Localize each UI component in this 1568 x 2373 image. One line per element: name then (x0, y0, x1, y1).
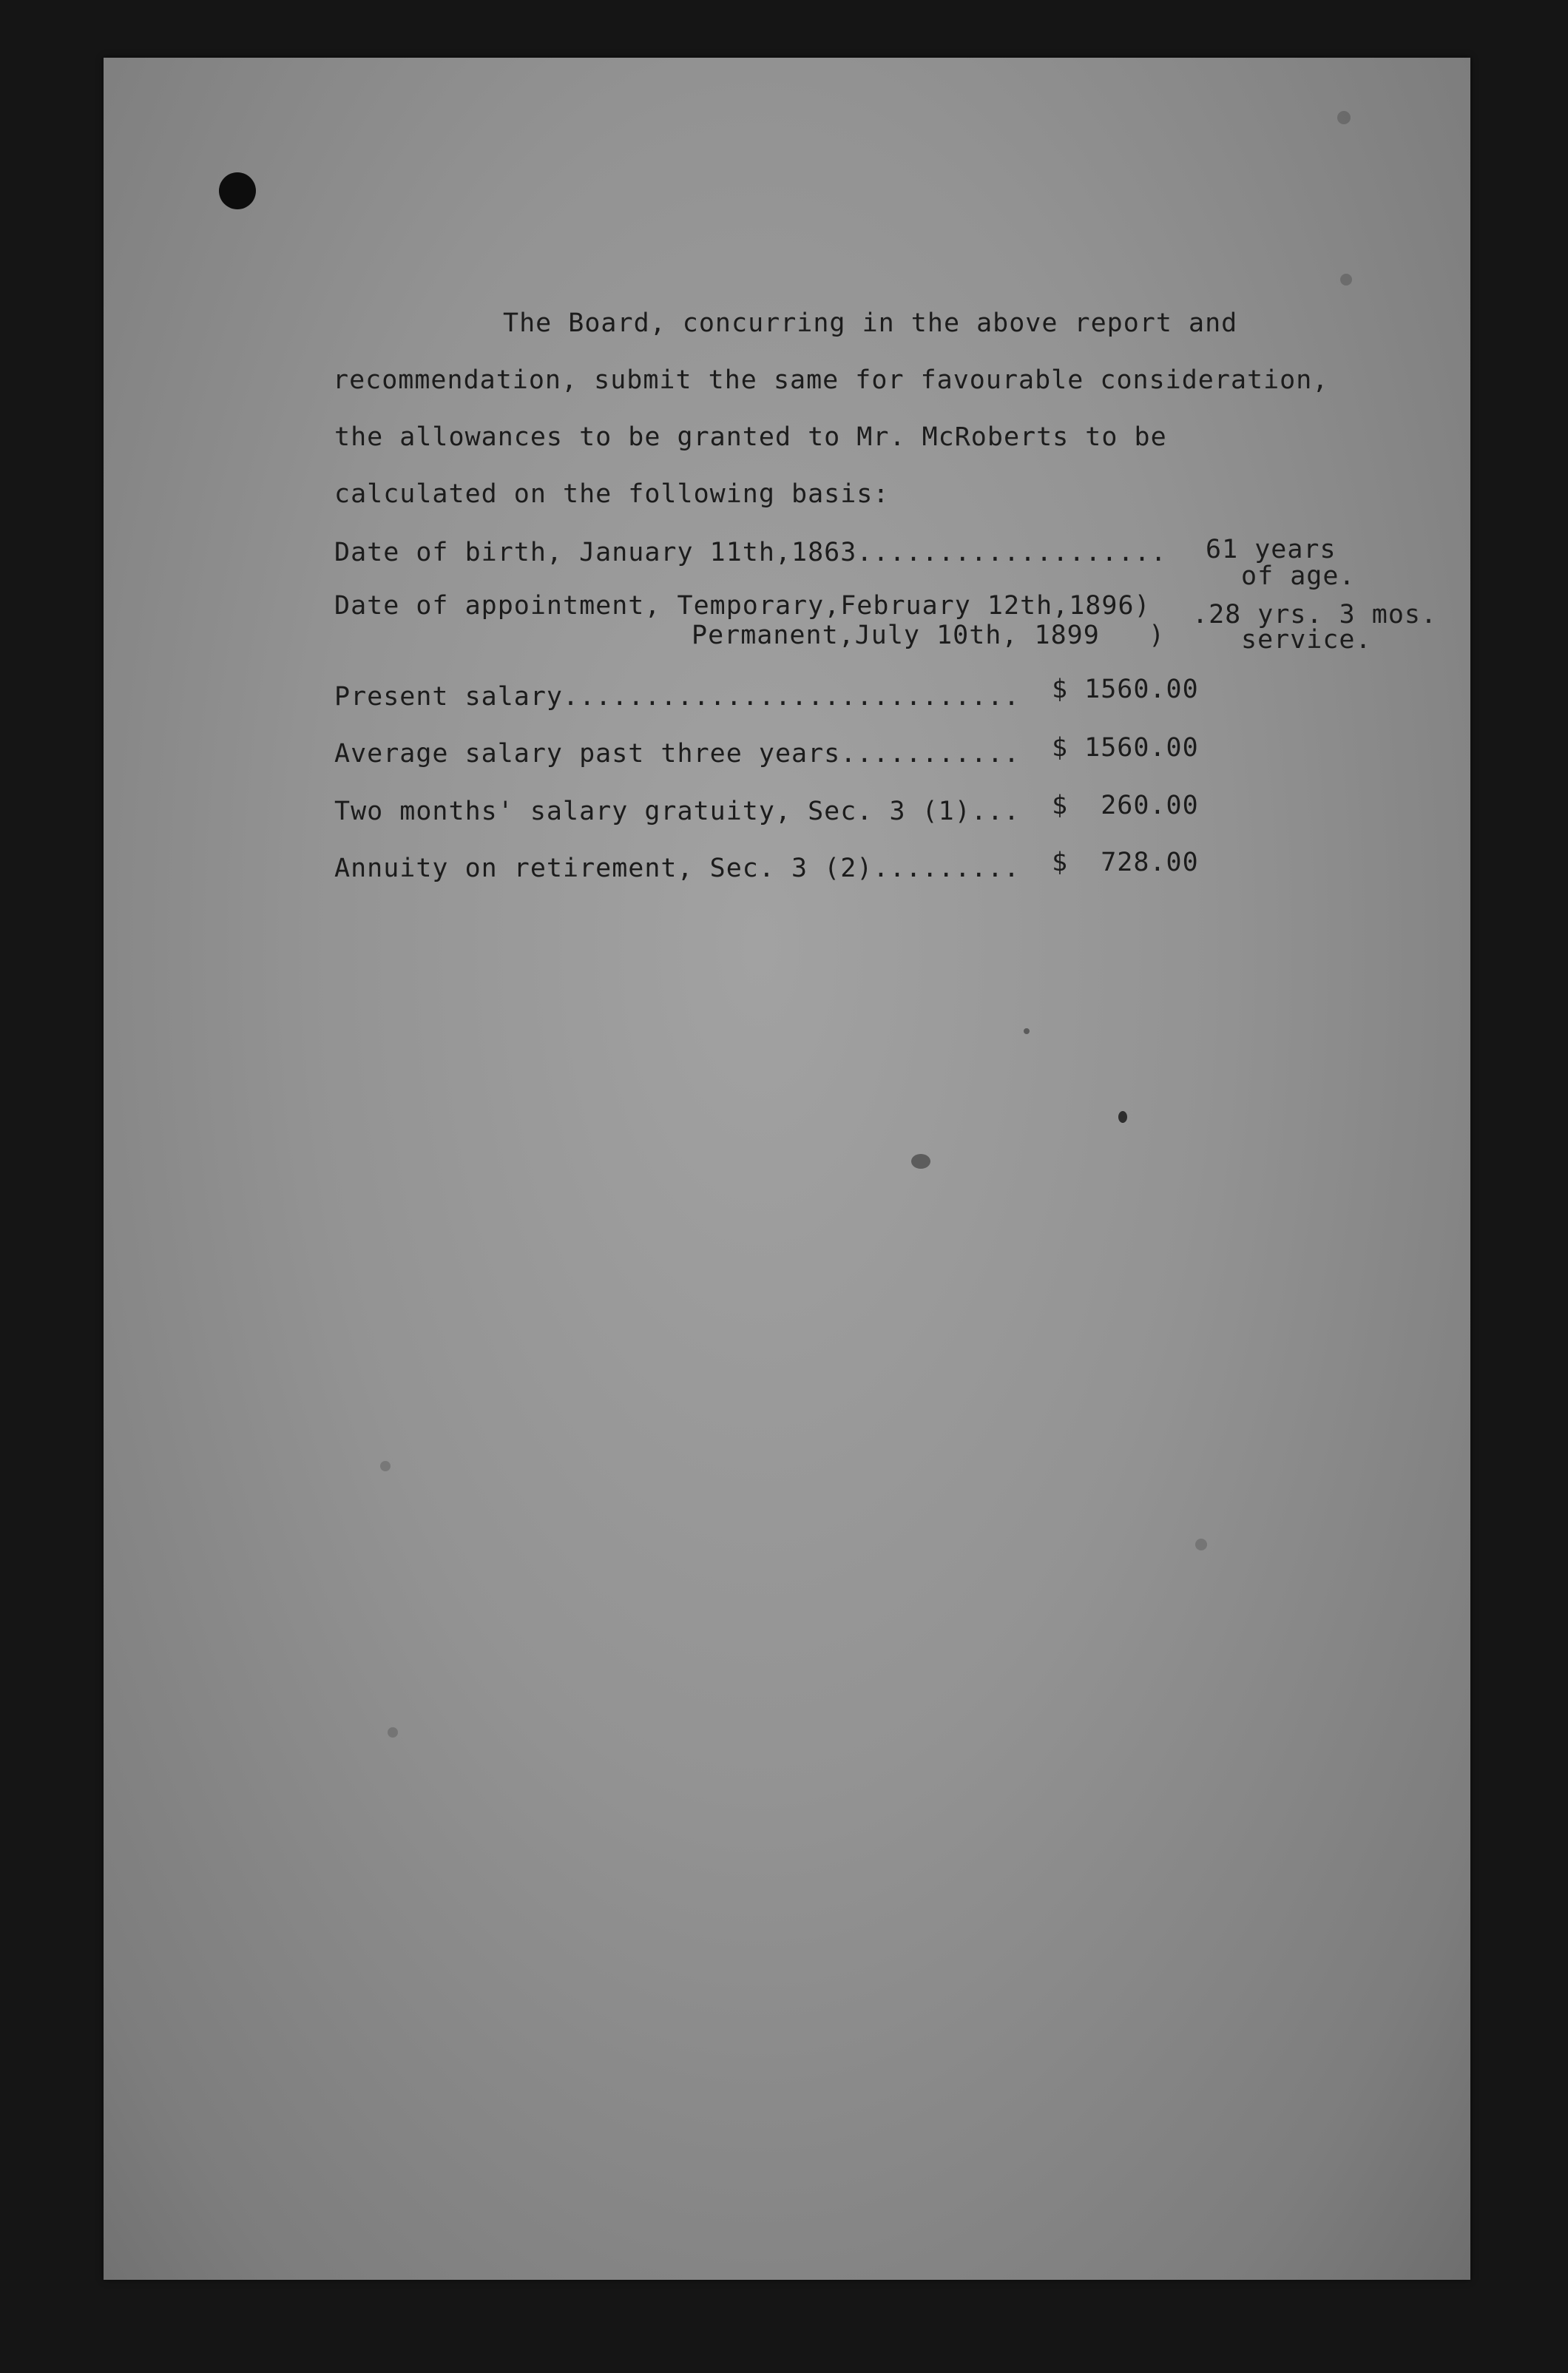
appointment-line2: Permanent,July 10th, 1899 ) (692, 621, 1166, 650)
speck (1195, 1539, 1207, 1550)
paragraph-line-3: the allowances to be granted to Mr. McRoberts to be (334, 422, 1167, 452)
birth-label: Date of birth, January 11th,1863................... (334, 538, 1167, 567)
average-salary-amount: $ 1560.00 (1052, 733, 1199, 763)
speck (1024, 1028, 1030, 1034)
average-salary-label: Average salary past three years........... (334, 739, 1021, 769)
annuity-amount: $ 728.00 (1052, 848, 1199, 877)
present-salary-amount: $ 1560.00 (1052, 675, 1199, 704)
appointment-line1: Date of appointment, Temporary,February 12th,1896) (334, 591, 1151, 621)
speck (1118, 1111, 1127, 1123)
appointment-value-line1: .28 yrs. 3 mos. (1192, 600, 1438, 629)
punch-hole (219, 172, 256, 209)
annuity-label: Annuity on retirement, Sec. 3 (2)......... (334, 854, 1021, 883)
speck (380, 1461, 391, 1471)
gratuity-amount: $ 260.00 (1052, 791, 1199, 820)
birth-value-line1: 61 years (1206, 535, 1336, 564)
speck (911, 1154, 930, 1169)
paragraph-line-1: The Board, concurring in the above report and (503, 308, 1238, 338)
birth-value-line2: of age. (1241, 561, 1356, 591)
appointment-value-line2: service. (1241, 625, 1372, 655)
speck (1337, 111, 1351, 124)
speck (388, 1727, 398, 1738)
present-salary-label: Present salary............................ (334, 682, 1021, 712)
gratuity-label: Two months' salary gratuity, Sec. 3 (1)... (334, 797, 1021, 826)
speck (1340, 274, 1352, 286)
paragraph-line-2: recommendation, submit the same for favourable consideration, (333, 365, 1329, 395)
paragraph-line-4: calculated on the following basis: (334, 479, 890, 509)
